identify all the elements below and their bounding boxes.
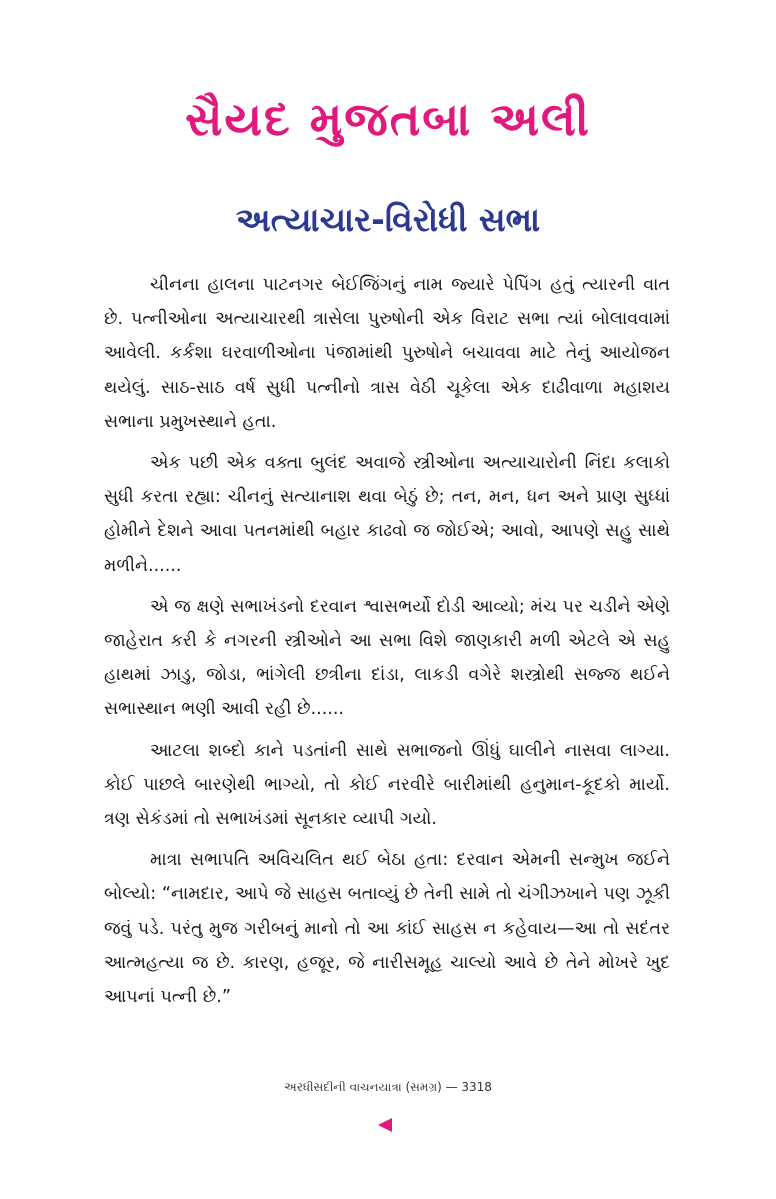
article-body bbox=[104, 268, 670, 1021]
paragraph: આટલા શબ્દો કાને પડતાંની સાથે સભાજનો ઊંધું ઘાલીને નાસવા લાગ્યા. કોઈ પાછલે બારણેથી ભાગ્યો, તો કોઈ નરવીરે બારીમાંથી હનુમાન-કૂદકો માર્યો. ત્રણ સેકંડમાં તો સભાખંડમાં સૂનકાર વ્યાપી ગયો. bbox=[104, 740, 670, 830]
author-name: સૈયદ મુજતબા અલી bbox=[185, 92, 591, 146]
page-footer: અરધીસદીની વાચનયાત્રા (સમગ્ર) — 3318 bbox=[284, 1080, 492, 1094]
back-arrow-icon[interactable] bbox=[378, 1118, 392, 1132]
paragraph: એક પછી એક વક્તા બુલંદ અવાજે સ્ત્રીઓના અત્યાચારોની નિંદા કલાકો સુધી કરતા રહ્યા: ચીનનું સત્યાનાશ થવા બેઠું છે; તન, મન, ધન અને પ્રાણ સુધ્ધાં હોમીને દેશને આવા પતનમાંથી બહાર કાઢવો જ જોઈએ; આવો, આપણે સહુ સાથે મળીને...... bbox=[104, 453, 670, 576]
paragraph: ચીનના હાલના પાટનગર બેઈજિંગનું નામ જ્યારે પેપિંગ હતું ત્યારની વાત છે. પત્નીઓના અત્યાચારથી ત્રાસેલા પુરુષોની એક વિરાટ સભા ત્યાં બોલાવવામાં આવેલી. કર્કશા ઘરવાળીઓના પંજામાંથી પુરુષોને બચાવવા માટે તેનું આયોજન થયેલું. સાઠ-સાઠ વર્ષ સુધી પત્નીનો ત્રાસ વેઠી ચૂકેલા એક દાઢીવાળા મહાશય સભાના પ્રમુખસ્થાને હતા. bbox=[104, 275, 670, 432]
paragraph: એ જ ક્ષણે સભાખંડનો દરવાન શ્વાસભર્યો દોડી આવ્યો; મંચ પર ચડીને એણે જાહેરાત કરી કે નગરની સ્ત્રીઓને આ સભા વિશે જાણકારી મળી એટલે એ સહુ હાથમાં ઝાડુ, જોડા, ભાંગેલી છત્રીના દાંડા, લાકડી વગેરે શસ્ત્રોથી સજ્જ થઈને સભાસ્થાન ભણી આવી રહી છે...... bbox=[104, 596, 670, 720]
page-title: અત્યાચાર-વિરોધી સભા bbox=[235, 200, 541, 239]
paragraph: માત્રા સભાપતિ અવિચલિત થઈ બેઠા હતા: દરવાન એમની સન્મુખ જઈને બોલ્યો: “નામદાર, આપે જે સાહસ બતાવ્યું છે તેની સામે તો ચંગીઝખાને પણ ઝૂકી જવું પડે. પરંતુ મુજ ગરીબનું માનો તો આ કાંઈ સાહસ ન કહેવાય—આ તો સદંતર આત્મહત્યા જ છે. કારણ, હજૂર, જે નારીસમૂહ ચાલ્યો આવે છે તેને મોખરે ખુદ આપનાં પત્ની છે.” bbox=[104, 850, 670, 1008]
